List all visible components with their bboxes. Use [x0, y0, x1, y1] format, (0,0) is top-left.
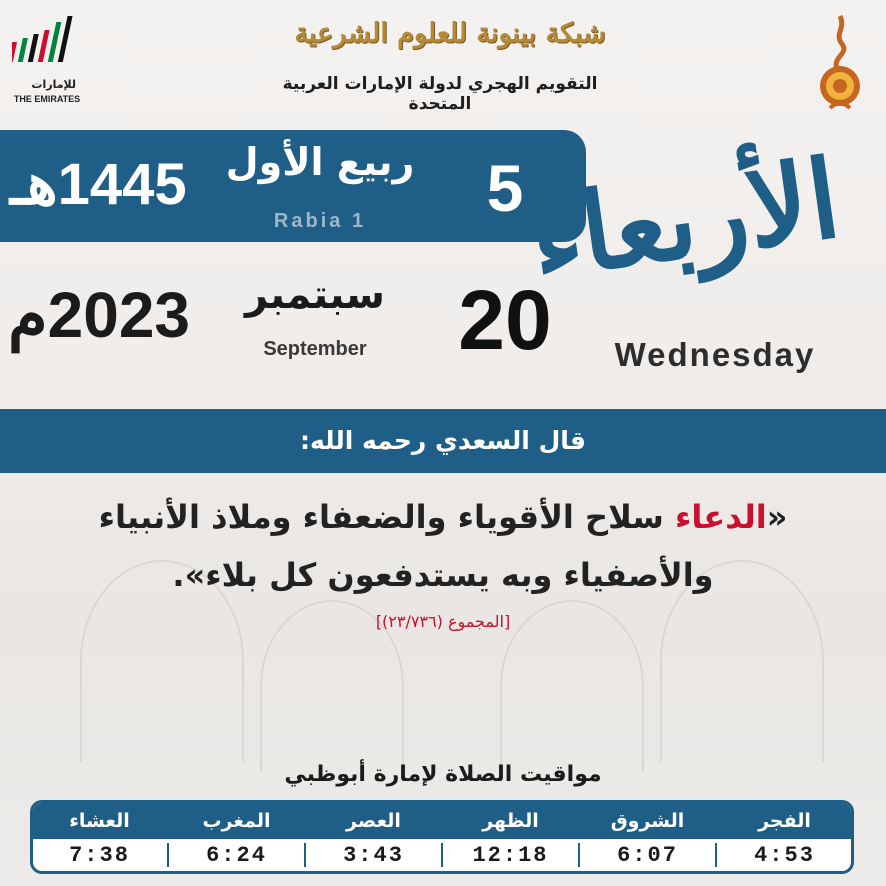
network-title: شبكة بينونة للعلوم الشرعية: [294, 18, 606, 49]
hijri-month-english: Rabia 1: [273, 210, 367, 232]
hijri-day: 5: [486, 151, 524, 225]
prayer-time: 4:53: [754, 843, 815, 868]
uae-logo-english: THE EMIRATES: [13, 94, 81, 104]
hijri-year: 1445هـ: [10, 152, 187, 217]
quote-highlight-word: الدعاء: [674, 498, 767, 536]
prayer-times-table: [30, 800, 854, 874]
uae-logo-arabic: للإمارات: [31, 78, 76, 91]
gregorian-month-arabic: سبتمبر: [244, 272, 386, 318]
column-divider: [715, 843, 717, 867]
prayer-col-fajr: [716, 803, 853, 871]
column-divider: [167, 843, 169, 867]
uae-logo: [12, 14, 82, 104]
column-divider: [304, 843, 306, 867]
prayer-name: العشاء: [69, 810, 130, 832]
quote-text: [20, 488, 866, 604]
prayer-name: الشروق: [610, 810, 685, 832]
prayer-times-title: مواقيت الصلاة لإمارة أبوظبي: [284, 762, 602, 787]
quote-body: سلاح الأقوياء والضعفاء وملاذ الأنبياء والأصفياء وبه يستدفعون كل بلاء».: [98, 498, 714, 594]
weekday-english: Wednesday: [614, 336, 816, 373]
calendar-subtitle: التقويم الهجري لدولة الإمارات العربية المتحدة: [282, 74, 598, 114]
column-divider: [441, 843, 443, 867]
prayer-col-isha: [31, 803, 168, 871]
prayer-col-asr: [305, 803, 442, 871]
prayer-time: 7:38: [69, 843, 130, 868]
gregorian-year: 2023م: [8, 279, 190, 351]
quote-author: قال السعدي رحمه الله:: [299, 426, 587, 455]
prayer-col-shuruq: [579, 803, 716, 871]
hijri-month-arabic: ربيع الأول: [225, 140, 415, 184]
column-divider: [578, 843, 580, 867]
prayer-name: العصر: [346, 810, 401, 832]
prayer-name: المغرب: [202, 810, 271, 832]
prayer-col-maghrib: [168, 803, 305, 871]
prayer-time: 6:07: [617, 843, 678, 868]
prayer-col-dhuhr: [442, 803, 579, 871]
weekday-calligraphy: الأربعاء: [522, 135, 847, 304]
uae-flag-bars-icon: [12, 14, 78, 64]
prayer-name: الفجر: [758, 810, 811, 832]
quote-reference: [المجموع (٢٣/٧٣٦)]: [375, 612, 511, 631]
quote-open-mark: «: [766, 498, 788, 536]
prayer-time: 12:18: [472, 843, 549, 868]
prayer-time: 6:24: [206, 843, 267, 868]
prayer-time: 3:43: [343, 843, 404, 868]
gregorian-day: 20: [458, 273, 552, 367]
prayer-name: الظهر: [482, 810, 539, 832]
gregorian-month-english: September: [263, 338, 367, 360]
